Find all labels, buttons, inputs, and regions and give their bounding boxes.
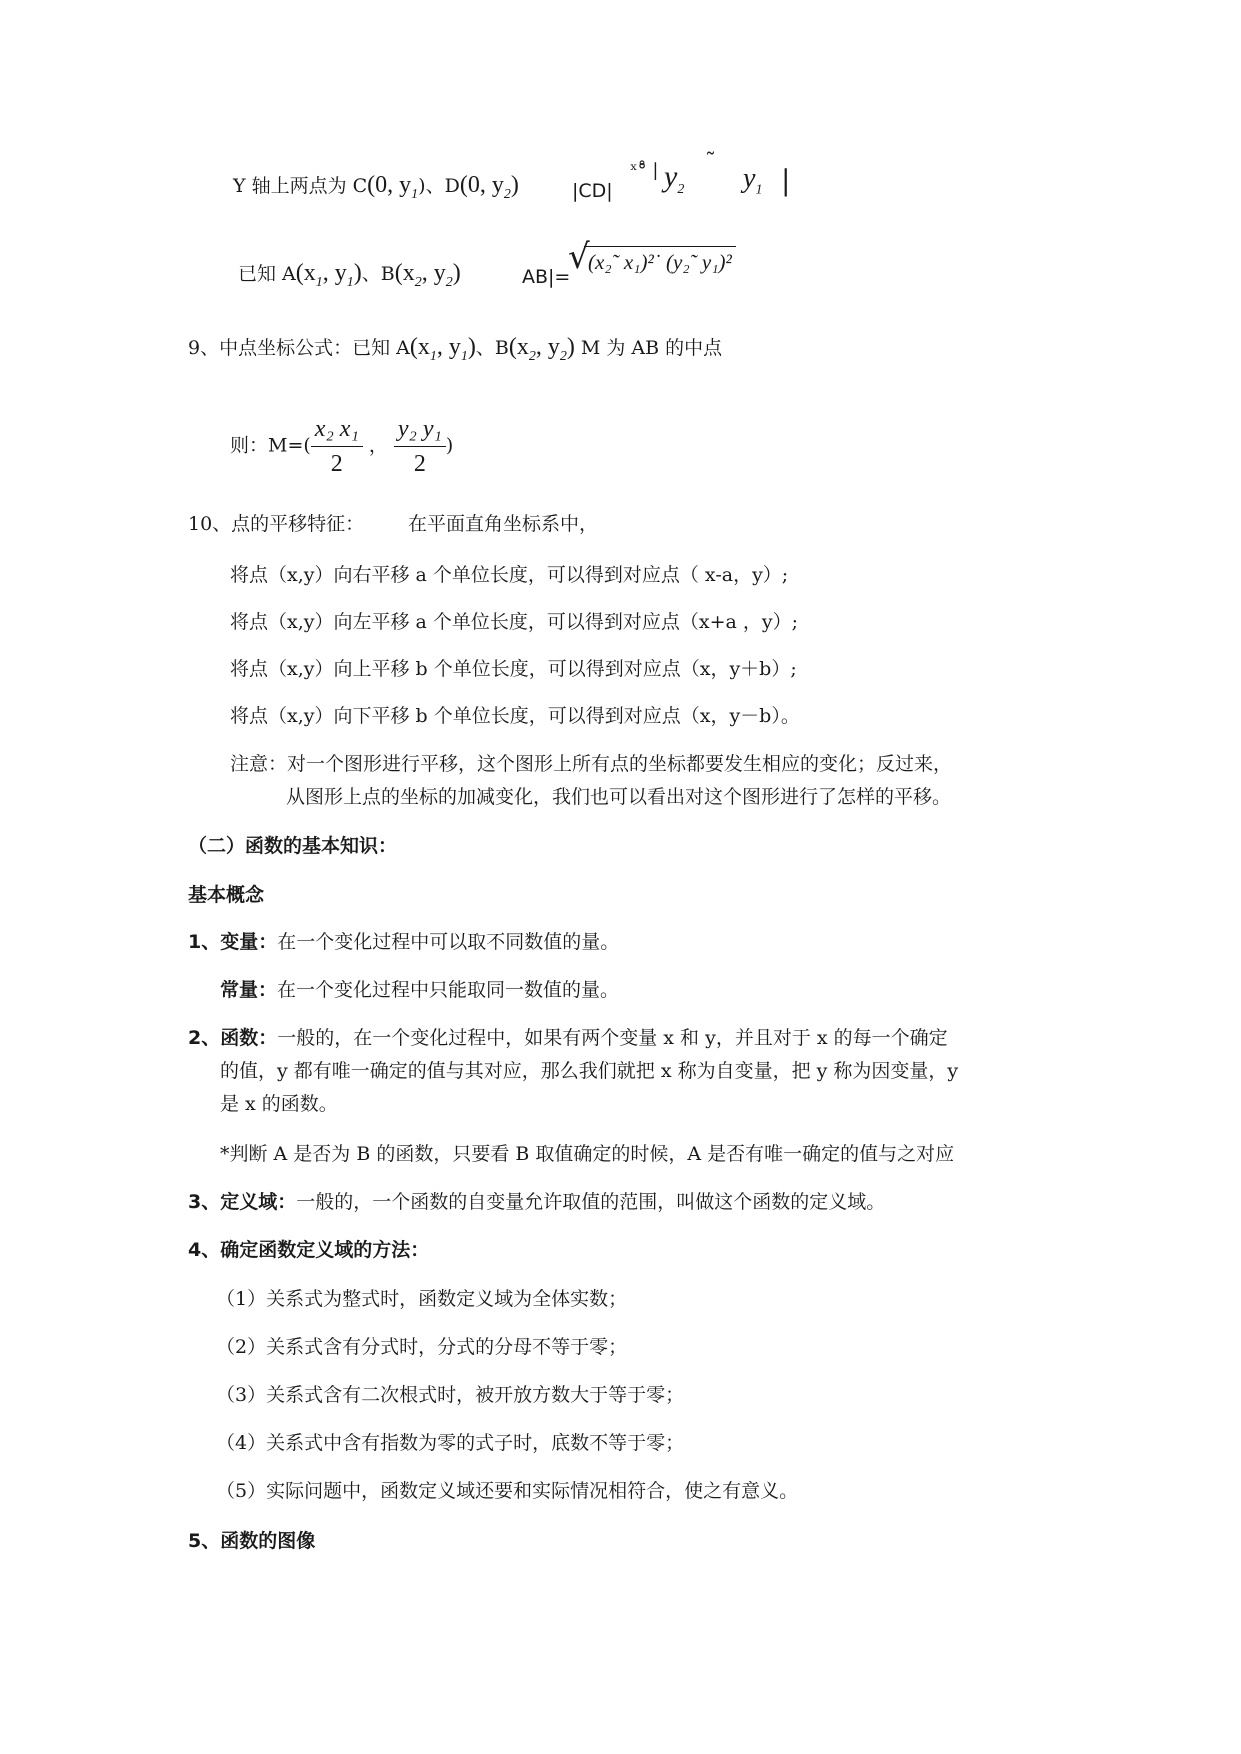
function-graph-heading: 5、函数的图像 bbox=[188, 1530, 316, 1552]
item9-b-mid: , y bbox=[535, 334, 560, 360]
ab-a-sub2: 1 bbox=[346, 274, 354, 290]
translation-rule-left: 将点（x,y）向左平移 a 个单位长度，可以得到对应点（x+a ，y）; bbox=[230, 611, 799, 633]
translation-rule-down: 将点（x,y）向下平移 b 个单位长度，可以得到对应点（x，y－b）。 bbox=[230, 705, 800, 727]
item9-a-sub2: 1 bbox=[460, 348, 468, 364]
point-d-text: (0, y bbox=[459, 172, 504, 198]
ab-a-open: (x bbox=[295, 260, 316, 286]
ab-b-open: (x bbox=[394, 260, 415, 286]
domain-methods-heading: 4、确定函数定义域的方法： bbox=[188, 1239, 430, 1261]
item9-b-sub: 2 bbox=[528, 348, 536, 364]
def-constant-text: 在一个变化过程中只能取同一数值的量。 bbox=[277, 979, 620, 1001]
ab-b-close: ) bbox=[452, 260, 461, 286]
formula-y-axis-line bbox=[233, 172, 519, 208]
def-domain-term: 定义域： bbox=[220, 1191, 297, 1213]
def-function-line2: 的值，y 都有唯一确定的值与其对应，那么我们就把 x 称为自变量，把 y 称为因变量，y bbox=[220, 1060, 959, 1082]
cd-garble-glyph: ˣ°̊ | bbox=[630, 160, 659, 181]
formula-y-axis-prefix: Y 轴上两点为 C bbox=[233, 175, 368, 197]
midpoint-num-y: y₂ y₁ bbox=[394, 414, 446, 447]
basic-concepts-heading: 基本概念 bbox=[188, 884, 265, 906]
item9-a-open: (x bbox=[409, 334, 430, 360]
ab-b-sub2: 2 bbox=[445, 274, 453, 290]
ab-b-sub: 2 bbox=[414, 274, 422, 290]
point-d bbox=[459, 172, 519, 202]
midpoint-prefix: 则：M=( bbox=[230, 434, 311, 457]
domain-method-5: （5）实际问题中，函数定义域还要和实际情况相符合，使之有意义。 bbox=[216, 1480, 799, 1502]
formula-ab-point-a bbox=[295, 260, 362, 290]
ab-b-mid: , y bbox=[421, 260, 446, 286]
item9-text: 9、中点坐标公式：已知 A bbox=[188, 337, 410, 359]
item9-a-sub: 1 bbox=[429, 348, 437, 364]
cd-bar: | bbox=[781, 164, 791, 197]
def-function-line1 bbox=[188, 1025, 948, 1051]
midpoint-frac-x bbox=[311, 414, 363, 479]
domain-method-2: （2）关系式含有分式时，分式的分母不等于零； bbox=[216, 1336, 628, 1358]
item9-line bbox=[188, 334, 722, 370]
midpoint-den-x: 2 bbox=[330, 451, 343, 477]
point-c bbox=[367, 172, 419, 202]
def-function-num: 2、 bbox=[188, 1027, 221, 1049]
point-c-sub: 1 bbox=[411, 186, 419, 202]
item10-desc: 在平面直角坐标系中， bbox=[408, 513, 599, 535]
formula-ab-point-b bbox=[394, 260, 461, 290]
item9-b-close: ) bbox=[566, 334, 575, 360]
def-function-line3: 是 x 的函数。 bbox=[220, 1093, 338, 1115]
def-constant bbox=[220, 977, 619, 1003]
cd-label: |CD| bbox=[572, 180, 613, 202]
section2-heading: （二）函数的基本知识： bbox=[188, 835, 398, 857]
cd-y2 bbox=[664, 160, 685, 203]
domain-method-3: （3）关系式含有二次根式时，被开放方数大于等于零； bbox=[216, 1384, 685, 1406]
midpoint-suffix: ) bbox=[445, 434, 454, 457]
def-domain bbox=[188, 1189, 885, 1215]
item9-point-a bbox=[409, 334, 476, 364]
def-domain-num: 3、 bbox=[188, 1191, 221, 1213]
def-constant-term: 常量： bbox=[220, 979, 278, 1001]
ab-a-mid: , y bbox=[322, 260, 347, 286]
cd-y2-letter: y bbox=[664, 160, 678, 193]
item9-b-sub2: 2 bbox=[559, 348, 567, 364]
item9-tail: M 为 AB 的中点 bbox=[574, 337, 723, 359]
point-d-close: ) bbox=[510, 172, 519, 198]
def-variable-num: 1、 bbox=[188, 931, 221, 953]
midpoint-den-y: 2 bbox=[413, 451, 426, 477]
point-d-sub: 2 bbox=[503, 186, 511, 202]
item10-title: 10、点的平移特征： bbox=[188, 513, 365, 535]
cd-y1 bbox=[743, 163, 763, 204]
translation-note-line2: 从图形上点的坐标的加减变化，我们也可以看出对这个图形进行了怎样的平移。 bbox=[286, 786, 952, 808]
formula-ab-sep: 、B bbox=[361, 263, 395, 285]
midpoint-comma: ， bbox=[362, 434, 394, 457]
cd-y1-sub: 1 bbox=[755, 182, 763, 198]
sqrt-sign: √ bbox=[568, 237, 590, 277]
cd-y1-letter: y bbox=[743, 163, 756, 194]
domain-method-4: （4）关系式中含有指数为零的式子时，底数不等于零； bbox=[216, 1432, 685, 1454]
item9-sep: 、B bbox=[475, 337, 509, 359]
item9-b-open: (x bbox=[508, 334, 529, 360]
item9-point-b bbox=[508, 334, 575, 364]
point-c-text: (0, y bbox=[367, 172, 412, 198]
def-variable bbox=[188, 929, 619, 955]
item9-a-close: ) bbox=[467, 334, 476, 360]
cd-tilde: ˜ bbox=[705, 150, 716, 175]
ab-a-sub: 1 bbox=[315, 274, 323, 290]
formula-ab-prefix: 已知 A bbox=[238, 263, 296, 285]
def-variable-text: 在一个变化过程中可以取不同数值的量。 bbox=[277, 931, 620, 953]
translation-note-line1: 注意：对一个图形进行平移，这个图形上所有点的坐标都要发生相应的变化；反过来， bbox=[230, 753, 953, 775]
def-variable-term: 变量： bbox=[220, 931, 278, 953]
midpoint-num-x: x₂ x₁ bbox=[311, 414, 363, 447]
ab-a-close: ) bbox=[353, 260, 362, 286]
formula-y-axis-sep: )、D bbox=[418, 175, 460, 197]
def-function-term: 函数： bbox=[220, 1027, 278, 1049]
def-function-text1: 一般的，在一个变化过程中，如果有两个变量 x 和 y，并且对于 x 的每一个确定 bbox=[277, 1027, 948, 1049]
ab-label: AB|= bbox=[522, 266, 571, 288]
midpoint-line bbox=[230, 414, 453, 479]
cd-y2-sub: 2 bbox=[677, 182, 685, 197]
translation-rule-up: 将点（x,y）向上平移 b 个单位长度，可以得到对应点（x，y＋b）; bbox=[230, 658, 797, 680]
translation-rule-right: 将点（x,y）向右平移 a 个单位长度，可以得到对应点（ x-a，y）; bbox=[230, 564, 789, 586]
def-function-note: *判断 A 是否为 B 的函数，只要看 B 取值确定的时候，A 是否有唯一确定的值与之对应 bbox=[220, 1143, 955, 1165]
item9-a-mid: , y bbox=[436, 334, 461, 360]
formula-ab-line bbox=[238, 260, 461, 296]
domain-method-1: （1）关系式为整式时，函数定义域为全体实数； bbox=[216, 1288, 628, 1310]
def-domain-text: 一般的，一个函数的自变量允许取值的范围，叫做这个函数的定义域。 bbox=[296, 1191, 886, 1213]
ab-radicand: (x₂˜ x₁)²˙ (y₂˜ y₁)² bbox=[584, 246, 736, 275]
midpoint-frac-y bbox=[394, 414, 446, 479]
